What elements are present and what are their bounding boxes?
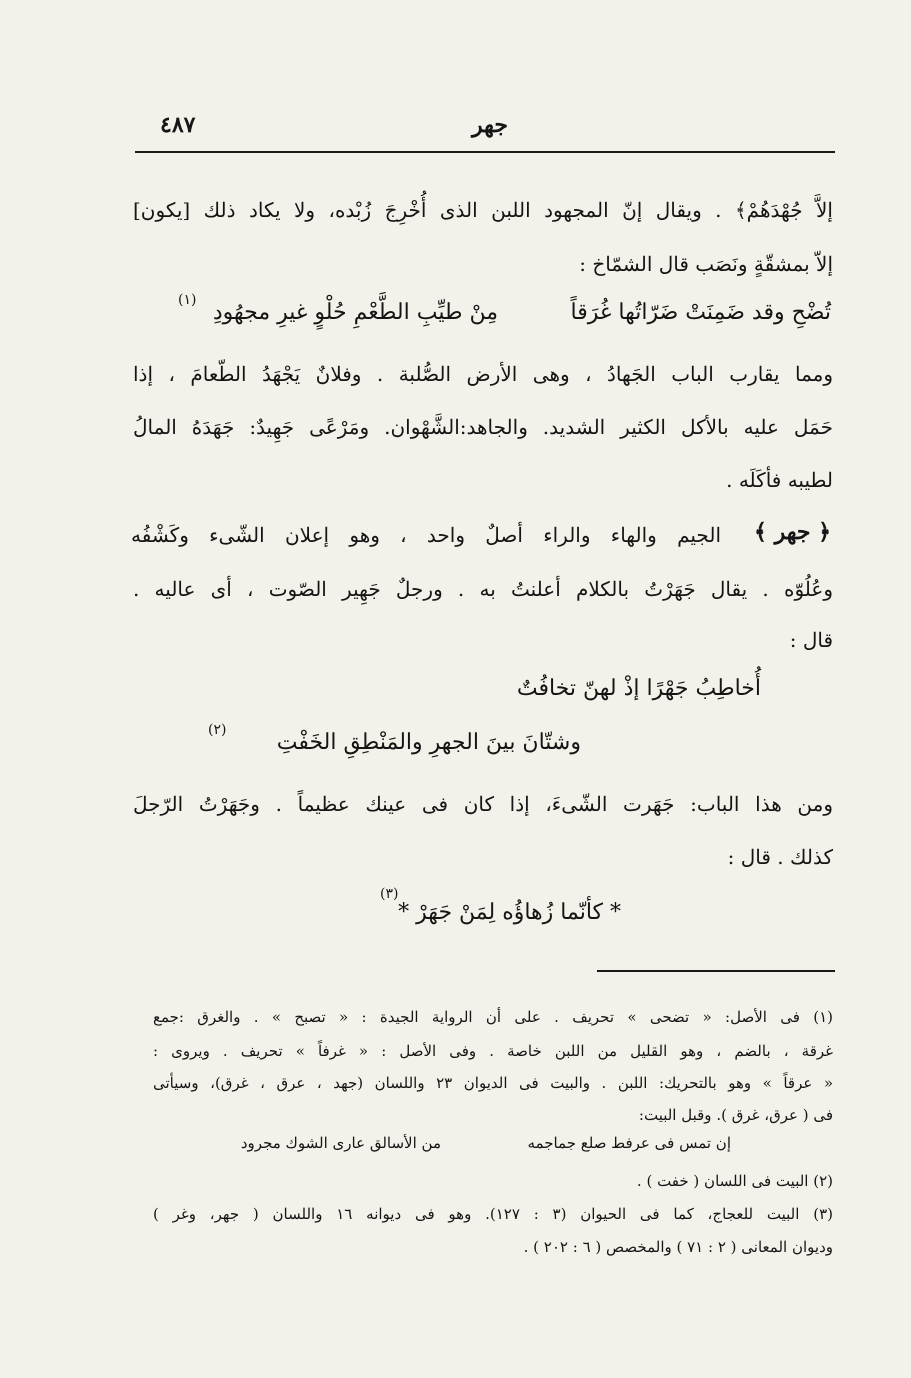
- entry-line-3: قال :: [789, 628, 833, 652]
- verse1-second-hemistich: مِنْ طيِّبِ الطَّعْمِ حُلْوٍ غيرِ مجهُودِ: [212, 300, 498, 325]
- page-number: ٤٨٧: [160, 112, 196, 138]
- footnote-1-verse-first: إن تمس فى عرفط صلع جماجمه: [527, 1134, 731, 1152]
- body-line-7: كذلك . قال :: [727, 845, 833, 869]
- body-line-4: حَمَل عليه بالأكل الكثير الشديد. والجاهد:الشَّهْوان. ومَرْعًى جَهِيدٌ: جَهَدَهُ المالُ: [133, 415, 833, 439]
- footnote-divider: [597, 970, 835, 972]
- footnote-1-line-2: غرقة ، بالضم ، وهو القليل من اللبن خاصة . وفى الأصل : « غرفاً » تحريف . ويروى :: [153, 1042, 833, 1060]
- entry-heading: ﴿ جهر ﴾: [754, 519, 831, 545]
- footnote-ref-2: (٢): [208, 722, 227, 738]
- entry-line-1: الجيم والهاء والراء أصلٌ واحد ، وهو إعلان الشّىء وكَشْفُه: [131, 523, 721, 547]
- running-head: جهر: [472, 112, 508, 138]
- footnote-3-line-1: (٣) البيت للعجاج، كما فى الحيوان (٣ : ١٢٧). وهو فى ديوانه ١٦ واللسان ( جهر، وغر ): [153, 1205, 833, 1223]
- footnote-1-line-1: (١) فى الأصل: « تضحى » تحريف . على أن الرواية الجيدة : « تصبح » . والغرق :جمع: [153, 1008, 833, 1026]
- footnote-3-line-2: وديوان المعانى ( ٢ : ٧١ ) والمخصص ( ٦ : ٢٠٢ ) .: [523, 1238, 833, 1256]
- verse1-first-hemistich: تُضْحِ وقد ضَمِنَتْ ضَرّاتُها غُرَقاً: [570, 300, 831, 325]
- body-line-1: إلاَّ جُهْدَهُمْ﴾ . ويقال إنّ المجهود اللبن الذى أُخْرِجَ زُبْده، ولا يكاد ذلك [يكون]: [133, 198, 833, 222]
- body-line-3: ومما يقارب الباب الجَهادُ ، وهى الأرض الصُّلبة . وفلانٌ يَجْهَدُ الطّعامَ ، إذا: [133, 362, 834, 386]
- footnote-ref-1: (١): [178, 292, 197, 308]
- header-divider: [135, 151, 835, 153]
- footnote-2: (٢) البيت فى اللسان ( خفت ) .: [636, 1172, 833, 1190]
- footnote-ref-3: (٣): [380, 886, 399, 902]
- body-line-6: ومن هذا الباب: جَهَرت الشّىءَ، إذا كان فى عينك عظيماً . وجَهَرْتُ الرّجلَ: [133, 792, 833, 816]
- body-line-2: إلاّ بمشقّةٍ ونَصَب قال الشمّاخ :: [579, 252, 833, 276]
- footnote-1-verse-second: من الأسالق عارى الشوك مجرود: [240, 1134, 441, 1152]
- body-line-5: لطيبه فأكَلَه .: [726, 468, 833, 492]
- footnote-1-line-4: فى ( عرق، غرق ). وقبل البيت:: [638, 1106, 833, 1124]
- footnote-1-line-3: « عرقاً » وهو بالتحريك: اللبن . والبيت فى الديوان ٢٣ واللسان (جهد ، عرق ، غرق)، وسيأتى: [153, 1074, 833, 1092]
- entry-line-2: وعُلُوّه . يقال جَهَرْتُ بالكلام أعلنتُ به . ورجلٌ جَهِير الصّوت ، أى عاليه .: [133, 577, 833, 601]
- verse2-second-hemistich: وشتّانَ بينَ الجهرِ والمَنْطِقِ الخَفْتِ: [276, 730, 581, 755]
- verse3-rajaz: * كأنّما زُهاؤُه لِمَنْ جَهَرْ *: [398, 900, 621, 925]
- verse2-first-hemistich: أُخاطِبُ جَهْرًا إذْ لهنّ تخافُتٌ: [516, 676, 761, 701]
